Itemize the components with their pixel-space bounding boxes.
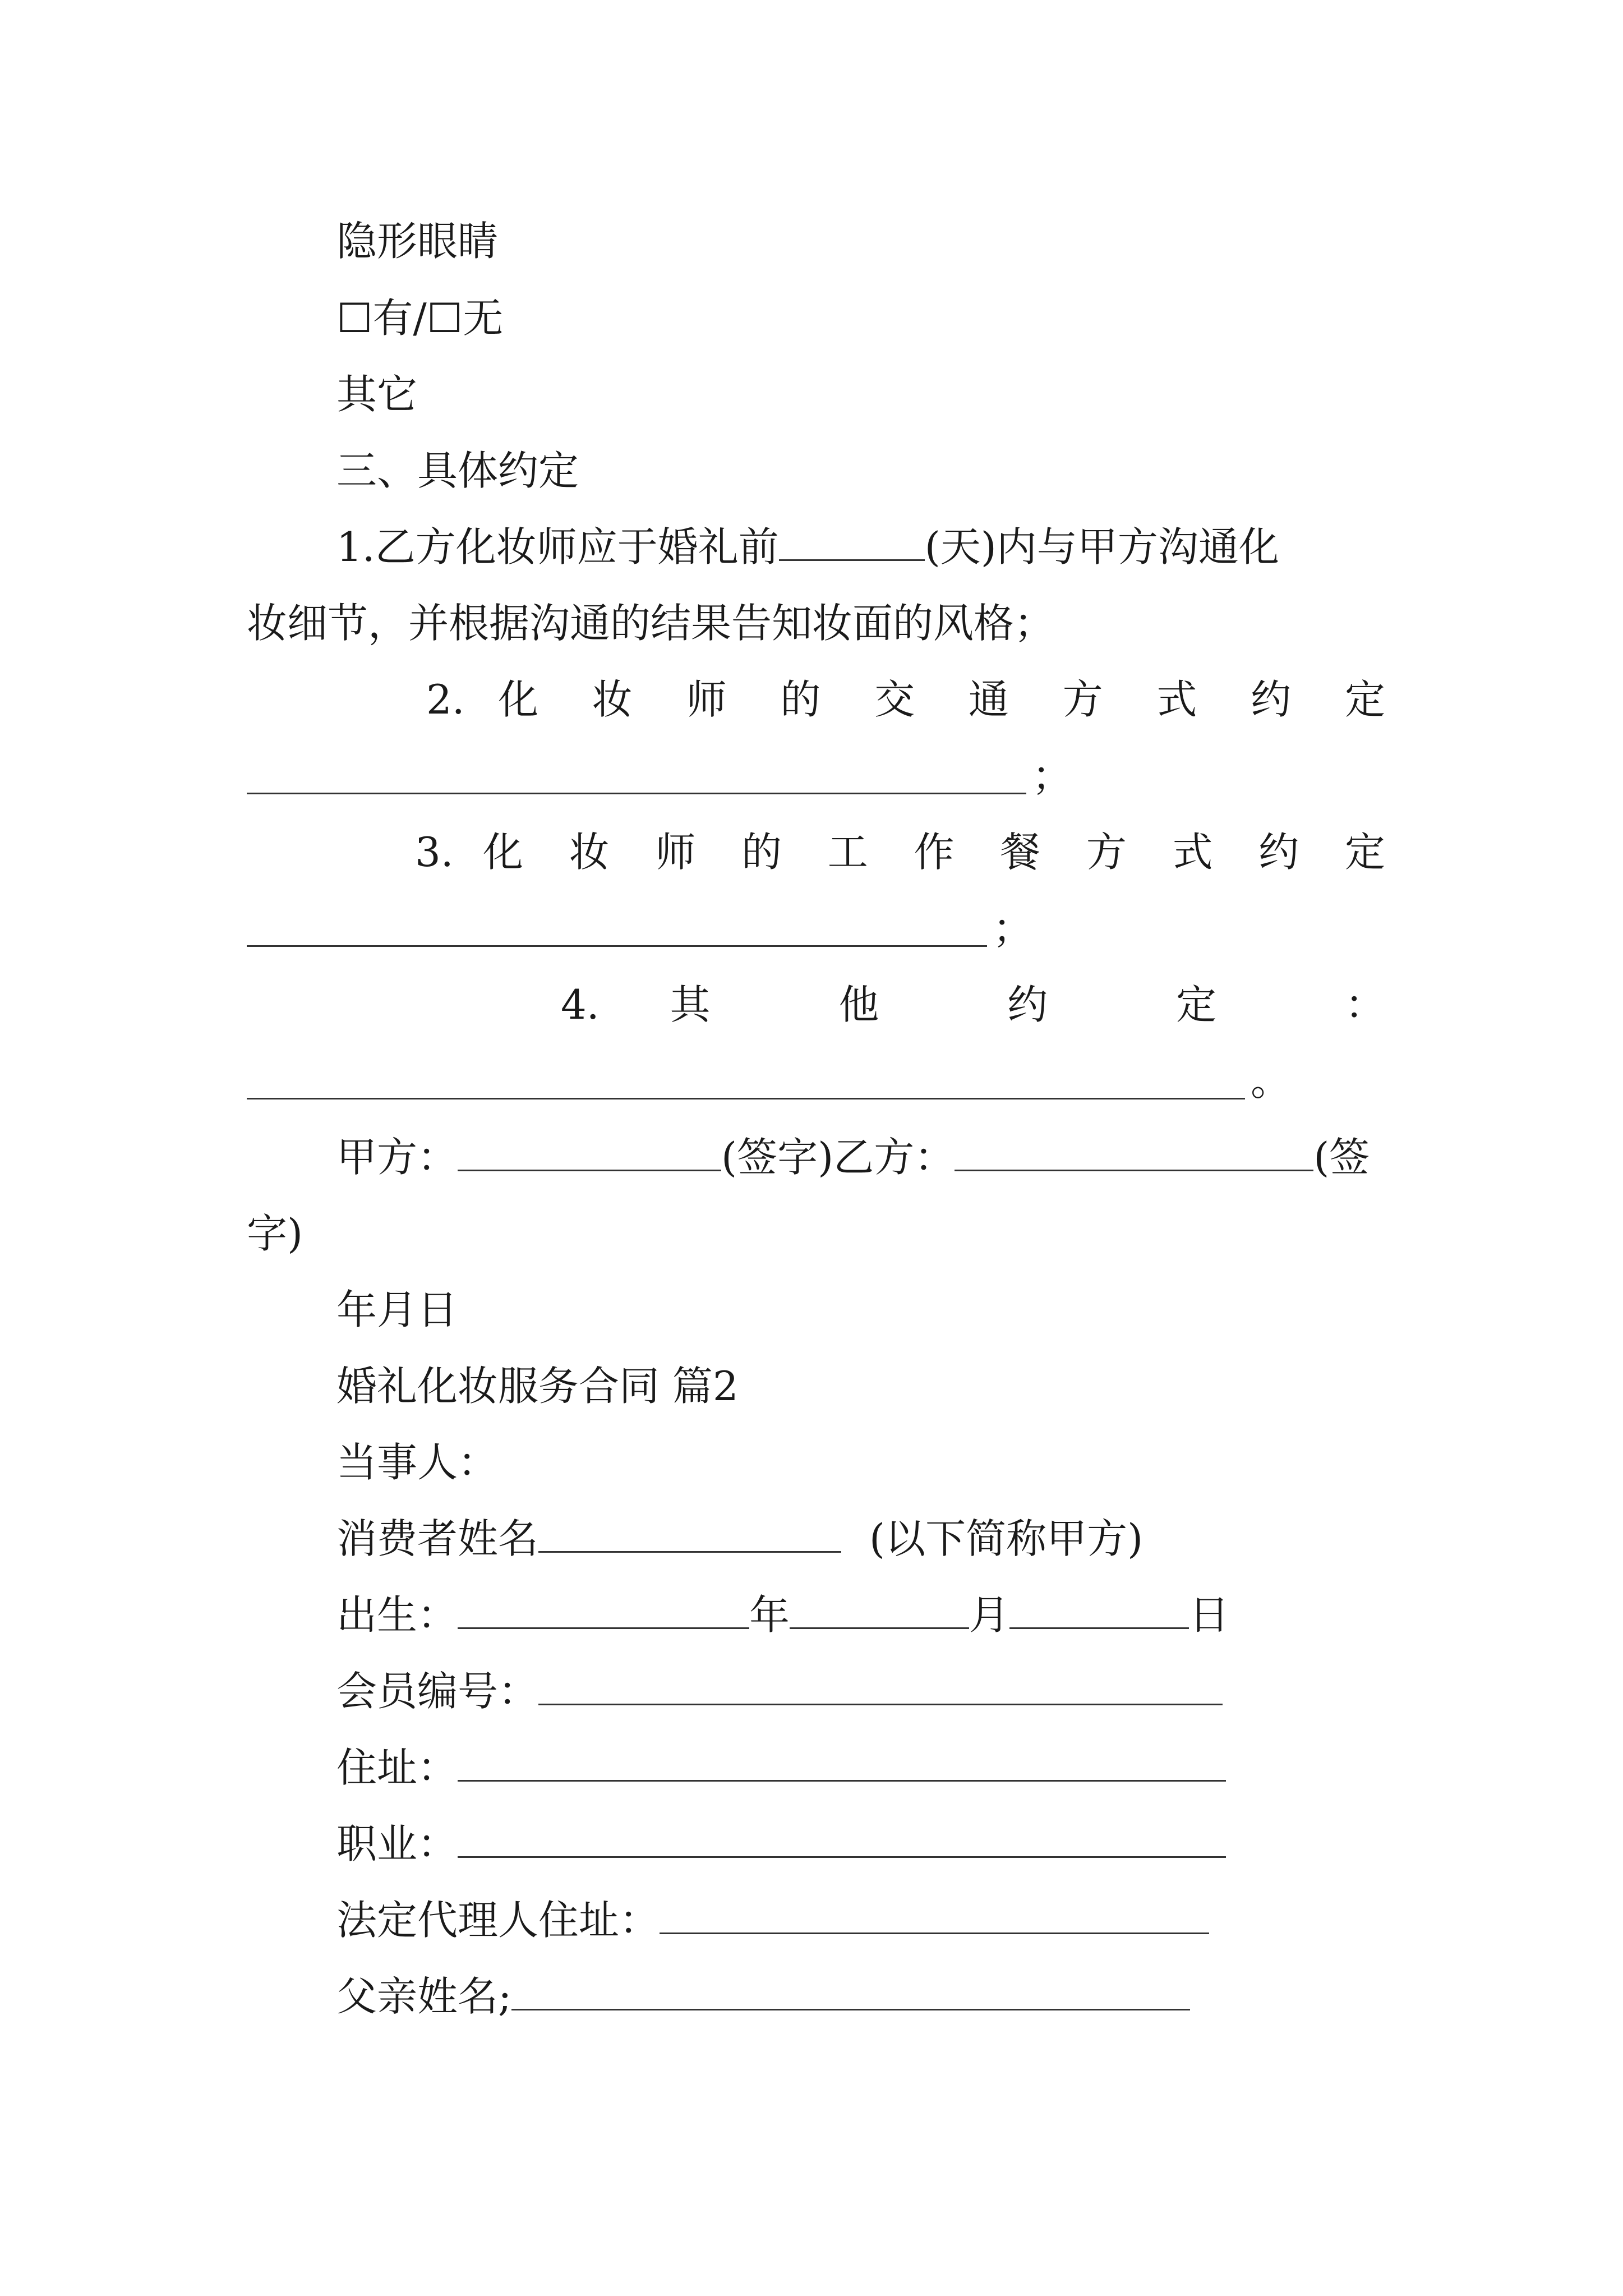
father-name-blank[interactable]	[511, 1975, 1190, 2010]
clause-4-blank-line	[247, 1050, 1385, 1112]
clause-1-cont	[247, 592, 1385, 654]
party-b-signature-blank[interactable]	[955, 1136, 1313, 1171]
birth-year-blank[interactable]	[458, 1594, 749, 1629]
clause-2-blank-line	[247, 745, 1385, 807]
field-label: 法定代理人住址：	[336, 1897, 660, 1944]
text-segment: (以下简称甲方)	[869, 1515, 1144, 1562]
occupation-blank[interactable]	[458, 1823, 1226, 1858]
address-row	[336, 1737, 1385, 1798]
line-end-punct: ；	[1032, 752, 1073, 799]
text-segment: (天)内与甲方沟通化	[924, 523, 1279, 570]
text-line: 当事人：	[336, 1439, 499, 1486]
occupation-row	[336, 1813, 1385, 1875]
field-label: 出生：	[336, 1591, 458, 1639]
section-heading	[336, 440, 1385, 501]
signature-line-cont	[247, 1203, 1385, 1264]
consumer-name-row	[336, 1508, 1385, 1570]
signature-line	[336, 1126, 1385, 1188]
clause-3-blank-line	[247, 898, 1385, 959]
party-a-label: 甲方：	[336, 1134, 458, 1181]
text-line: 隐形眼睛	[336, 218, 499, 265]
text-segment: 1.乙方化妆师应于婚礼前	[336, 523, 779, 570]
field-label: 住址：	[336, 1744, 458, 1791]
birth-row	[336, 1584, 1385, 1646]
item-contact-lens	[336, 210, 1385, 272]
item-other	[336, 364, 1385, 425]
field-label: 会员编号：	[336, 1668, 539, 1715]
clause-1	[336, 516, 1385, 578]
birth-day-blank[interactable]	[1009, 1594, 1189, 1629]
parties-label	[336, 1432, 1385, 1493]
text-line: 4. 其 他 约 定 ：	[561, 981, 1385, 1028]
blank-other[interactable]	[247, 1097, 1245, 1099]
birth-month-blank[interactable]	[790, 1594, 969, 1629]
blank-transport[interactable]	[247, 792, 1026, 794]
text-line: 妆细节，并根据沟通的结果告知妆面的风格；	[247, 600, 1055, 647]
blank-days[interactable]	[779, 526, 925, 561]
clause-4	[561, 974, 1385, 1036]
checkbox-options	[336, 287, 1385, 349]
address-blank[interactable]	[458, 1746, 1226, 1782]
member-id-row	[336, 1660, 1385, 1722]
father-name-row	[336, 1966, 1385, 2027]
consumer-name-blank[interactable]	[538, 1517, 841, 1553]
guardian-address-blank[interactable]	[660, 1899, 1209, 1934]
field-label: 职业：	[336, 1820, 458, 1867]
clause-3	[415, 821, 1385, 883]
heading: 婚礼化妆服务合同 篇2	[336, 1363, 739, 1410]
field-label: 父亲姓名;	[336, 1973, 512, 2020]
party-b-label: (签字)乙方：	[721, 1134, 955, 1181]
contract-title	[336, 1355, 1385, 1417]
guardian-address-row	[336, 1889, 1385, 1951]
text-line: 其它	[336, 371, 418, 418]
text-segment: 年	[749, 1591, 790, 1639]
blank-meal[interactable]	[247, 945, 987, 947]
text-line: 2. 化 妆 师 的 交 通 方 式 约 定	[426, 676, 1385, 723]
clause-2	[426, 669, 1385, 730]
member-id-blank[interactable]	[538, 1670, 1223, 1705]
party-a-signature-blank[interactable]	[458, 1136, 721, 1171]
line-end-punct: ；	[993, 905, 1034, 952]
text-line: ☐有/☐无	[336, 295, 504, 342]
date-line	[336, 1279, 1385, 1341]
line-end-punct: 。	[1251, 1057, 1292, 1105]
text-segment: (签	[1313, 1134, 1370, 1181]
section-title: 三、具体约定	[336, 447, 579, 494]
text-segment: 月	[969, 1591, 1010, 1639]
text-segment: 日	[1189, 1591, 1230, 1639]
text-line: 3. 化 妆 师 的 工 作 餐 方 式 约 定	[415, 829, 1385, 876]
field-label: 消费者姓名	[336, 1515, 539, 1562]
text-line: 字)	[247, 1210, 303, 1257]
date-label: 年月日	[336, 1286, 458, 1333]
